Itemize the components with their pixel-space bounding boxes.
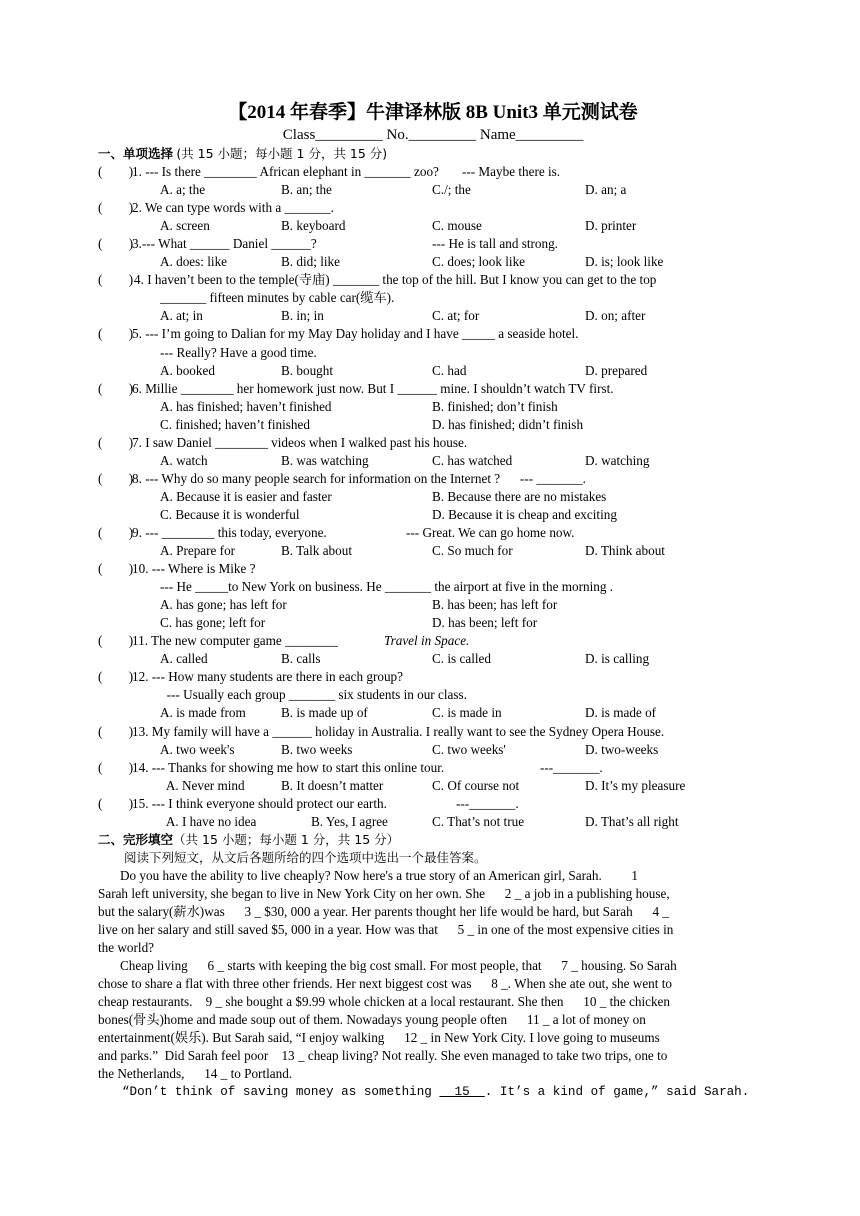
answer-bracket[interactable]: ( ) (98, 669, 134, 685)
option-row (98, 181, 768, 199)
answer-bracket[interactable]: ( ) (98, 434, 134, 450)
option-c[interactable]: C. does; look like (432, 254, 526, 270)
option-row (98, 777, 768, 795)
blank-15: 15 (439, 1085, 485, 1100)
option-b[interactable]: B. two weeks (281, 741, 353, 757)
question-item (98, 759, 768, 777)
cloze-paragraph (98, 867, 768, 957)
option-row (98, 704, 768, 722)
option-row (98, 307, 768, 325)
question-item (98, 795, 768, 813)
option-a[interactable]: A. booked (160, 362, 215, 378)
option-c[interactable]: C. Of course not (432, 777, 520, 793)
paragraph-line: but the salary(薪水)was 3 _ $30, 000 a year. Her parents thought her life would be hard, but Sarah 4 _ (98, 903, 669, 919)
answer-bracket[interactable]: ( ) (98, 633, 134, 649)
option-b[interactable]: B. was watching (281, 452, 369, 468)
question-item (98, 199, 768, 217)
paragraph-line: live on her salary and still saved $5, 000 in a year. How was that 5 _ in one of the most expensive cities in (98, 922, 674, 938)
question-stem: 15. --- I think everyone should protect our earth. (132, 795, 387, 811)
question-stem: 9. --- ________ this today, everyone. (132, 524, 327, 540)
option-c[interactable]: C. had (432, 362, 467, 378)
option-a[interactable]: A. Because it is easier and faster (160, 488, 332, 504)
question-stem: 8. --- Why do so many people search for information on the Internet ? --- _______. (132, 470, 586, 486)
option-b[interactable]: B. an; the (281, 182, 332, 198)
paragraph-line: and parks.” Did Sarah feel poor 13 _ cheap living? Not really. She even managed to take two trips, one to (98, 1048, 668, 1064)
question-stem: 2. We can type words with a _______. (132, 200, 334, 216)
option-c[interactable]: C. finished; haven’t finished (160, 416, 310, 432)
answer-bracket[interactable]: ( ) (98, 380, 134, 396)
page-title: 【2014 年春季】牛津译林版 8B Unit3 单元测试卷 (228, 102, 638, 123)
option-b[interactable]: B. has been; has left for (432, 597, 558, 613)
answer-bracket[interactable]: ( ) (98, 524, 134, 540)
option-row (98, 253, 768, 271)
option-d[interactable]: D. It’s my pleasure (585, 777, 686, 793)
option-c[interactable]: C. So much for (432, 543, 513, 559)
option-b[interactable]: B. bought (281, 362, 334, 378)
question-item (98, 163, 768, 181)
question-list (98, 163, 768, 831)
quote-end: . It’s a kind of game,” said Sarah. (484, 1085, 750, 1100)
question-continuation: --- Usually each group _______ six students in our class. (160, 687, 467, 703)
question-stem: 14. --- Thanks for showing me how to start this online tour. (132, 759, 445, 775)
option-d[interactable]: D. two-weeks (585, 741, 659, 757)
option-c[interactable]: C. has gone; left for (160, 615, 266, 631)
question-item (98, 632, 768, 650)
option-row (98, 362, 768, 380)
option-b[interactable]: B. calls (281, 651, 321, 667)
cloze-instruction: 阅读下列短文，从文后各题所给的四个选项中选出一个最佳答案。 (124, 849, 487, 865)
option-c[interactable]: C. two weeks' (432, 741, 506, 757)
option-row (98, 488, 768, 506)
option-b[interactable]: B. It doesn’t matter (281, 777, 384, 793)
answer-bracket[interactable]: ( ) (98, 759, 134, 775)
option-b[interactable]: B. Because there are no mistakes (432, 488, 607, 504)
option-a[interactable]: A. Never mind (160, 777, 245, 793)
option-c[interactable]: C. That’s not true (432, 813, 525, 829)
paragraph-line: cheap restaurants. 9 _ she bought a $9.99 whole chicken at a local restaurant. She then 10 _ the chicken (98, 994, 671, 1010)
student-info-line: Class_________ No._________ Name_________ (282, 127, 584, 143)
question-stem: 1. --- Is there ________ African elephant in _______ zoo? --- Maybe there is. (132, 164, 561, 180)
response-part: --- Great. We can go home now. (406, 524, 575, 540)
question-item (98, 235, 768, 253)
cloze-paragraph-final (98, 1083, 768, 1101)
answer-bracket[interactable]: ( ) (98, 200, 134, 216)
question-continuation: --- He _____to New York on business. He _______ the airport at five in the morning . (160, 579, 614, 595)
question-stem: 13. My family will have a ______ holiday in Australia. I really want to see the Sydney Opera House. (132, 723, 665, 739)
question-item (98, 434, 768, 452)
response-part: --- He is tall and strong. (432, 236, 558, 252)
answer-bracket[interactable]: ( ) (98, 561, 134, 577)
answer-bracket[interactable]: ( ) (98, 795, 134, 811)
section-heading (98, 145, 768, 163)
question-item (98, 560, 768, 578)
option-c[interactable]: C. is called (432, 651, 491, 667)
question-item (98, 380, 768, 398)
option-row (98, 741, 768, 759)
option-row (98, 217, 768, 235)
option-a[interactable]: A. Prepare for (160, 543, 236, 559)
option-b[interactable]: B. finished; don’t finish (432, 398, 558, 414)
quote-start: “Don’t think of saving money as something (122, 1085, 440, 1100)
question-item (98, 524, 768, 542)
answer-bracket[interactable]: ( ) (98, 470, 134, 486)
paragraph-line: bones(骨头)home and made soup out of them. Nowadays young people often 11 _ a lot of money on (98, 1012, 646, 1028)
question-item (98, 723, 768, 741)
option-c[interactable]: C. mouse (432, 218, 482, 234)
option-a[interactable]: A. two week's (160, 741, 235, 757)
option-d[interactable]: D. prepared (585, 362, 648, 378)
question-stem: 6. Millie ________ her homework just now. But I ______ mine. I shouldn’t watch TV first. (132, 380, 614, 396)
question-stem: 5. --- I’m going to Dalian for my May Day holiday and I have _____ a seaside hotel. (132, 326, 579, 342)
option-b[interactable]: B. Talk about (281, 543, 352, 559)
option-d[interactable]: D. is; look like (585, 254, 664, 270)
section-note: （共 15 小题；每小题 1 分，共 15 分） (173, 831, 400, 847)
option-row (98, 452, 768, 470)
option-a[interactable]: A. I have no idea (160, 813, 257, 829)
option-row (98, 596, 768, 614)
option-c[interactable]: C. at; for (432, 308, 480, 324)
section-title: 一、单项选择 (98, 146, 174, 161)
question-stem: 10. --- Where is Mike ? (132, 561, 256, 577)
option-d[interactable]: D. Because it is cheap and exciting (432, 506, 617, 522)
option-d[interactable]: D. is calling (585, 651, 650, 667)
question-item (98, 325, 768, 343)
option-row (98, 398, 768, 416)
paragraph-line: Do you have the ability to live cheaply? Now here's a true story of an American girl, Sarah. 1 (120, 867, 639, 883)
option-a[interactable]: A. at; in (160, 308, 203, 324)
option-a[interactable]: A. does: like (160, 254, 228, 270)
question-item (98, 668, 768, 686)
question-stem: 7. I saw Daniel ________ videos when I walked past his house. (132, 434, 468, 450)
paragraph-line: entertainment(娱乐). But Sarah said, “I enjoy walking 12 _ in New York City. I love going to museums (98, 1030, 660, 1046)
option-b[interactable]: B. is made up of (281, 705, 368, 721)
game-title: Travel in Space. (384, 633, 470, 649)
option-b[interactable]: B. did; like (281, 254, 340, 270)
option-b[interactable]: B. in; in (281, 308, 324, 324)
question-continuation: _______ fifteen minutes by cable car(缆车). (160, 290, 395, 306)
question-item (98, 470, 768, 488)
option-d[interactable]: D. printer (585, 218, 637, 234)
option-row (98, 416, 768, 434)
option-a[interactable]: A. watch (160, 452, 208, 468)
section-note: (共 15 小题；每小题 1 分，共 15 分) (176, 146, 388, 161)
question-stem: 3.--- What ______ Daniel ______? (132, 236, 317, 252)
option-c[interactable]: C. is made in (432, 705, 502, 721)
question-item (98, 271, 768, 289)
option-a[interactable]: A. screen (160, 218, 210, 234)
option-d[interactable]: D. is made of (585, 705, 657, 721)
option-d[interactable]: D. has finished; didn’t finish (432, 416, 584, 432)
option-a[interactable]: A. has finished; haven’t finished (160, 398, 332, 414)
question-stem: 4. I haven’t been to the temple(寺庙) _______ the top of the hill. But I know you can get to the top (134, 272, 657, 288)
paragraph-line: the world? (98, 940, 155, 956)
option-row (98, 614, 768, 632)
option-a[interactable]: A. called (160, 651, 208, 667)
cloze-paragraph (98, 957, 768, 1083)
answer-bracket[interactable]: ( ) (98, 164, 134, 180)
option-a[interactable]: A. a; the (160, 182, 206, 198)
option-c[interactable]: C. Because it is wonderful (160, 506, 300, 522)
answer-bracket[interactable]: ( ) (98, 723, 134, 739)
response-part: ---_______. (456, 795, 519, 811)
paragraph-line: Cheap living 6 _ starts with keeping the big cost small. For most people, that 7 _ housing. So Sarah (120, 958, 677, 974)
answer-bracket[interactable]: ( ) (98, 326, 134, 342)
paragraph-line: chose to share a flat with three other friends. Her next biggest cost was 8 _. When she ate out, she went to (98, 976, 672, 992)
option-b[interactable]: B. Yes, I agree (311, 813, 388, 829)
option-d[interactable]: D. an; a (585, 182, 627, 198)
question-continuation: --- Really? Have a good time. (160, 344, 317, 360)
option-d[interactable]: D. on; after (585, 308, 646, 324)
option-d[interactable]: D. watching (585, 452, 650, 468)
option-d[interactable]: D. has been; left for (432, 615, 538, 631)
option-a[interactable]: A. is made from (160, 705, 246, 721)
option-b[interactable]: B. keyboard (281, 218, 346, 234)
exam-page (98, 100, 768, 1101)
option-a[interactable]: A. has gone; has left for (160, 597, 287, 613)
paragraph-line: Sarah left university, she began to live in New York City on her own. She 2 _ a job in a publishing house, (98, 885, 670, 901)
option-d[interactable]: D. That’s all right (585, 813, 679, 829)
paragraph-line: the Netherlands, 14 _ to Portland. (98, 1066, 293, 1082)
option-c[interactable]: C./; the (432, 182, 471, 198)
option-c[interactable]: C. has watched (432, 452, 513, 468)
option-row (98, 506, 768, 524)
option-d[interactable]: D. Think about (585, 543, 665, 559)
section-title: 二、完形填空 (98, 831, 174, 847)
option-row (98, 542, 768, 560)
response-part: ---_______. (540, 759, 603, 775)
option-row (98, 650, 768, 668)
question-stem: 11. The new computer game ________ (132, 633, 338, 649)
question-stem: 12. --- How many students are there in each group? (132, 669, 403, 685)
option-row (98, 813, 768, 831)
section-heading (98, 831, 768, 849)
answer-bracket[interactable]: ( ) (98, 236, 134, 252)
answer-bracket[interactable]: ( ) (98, 272, 134, 288)
